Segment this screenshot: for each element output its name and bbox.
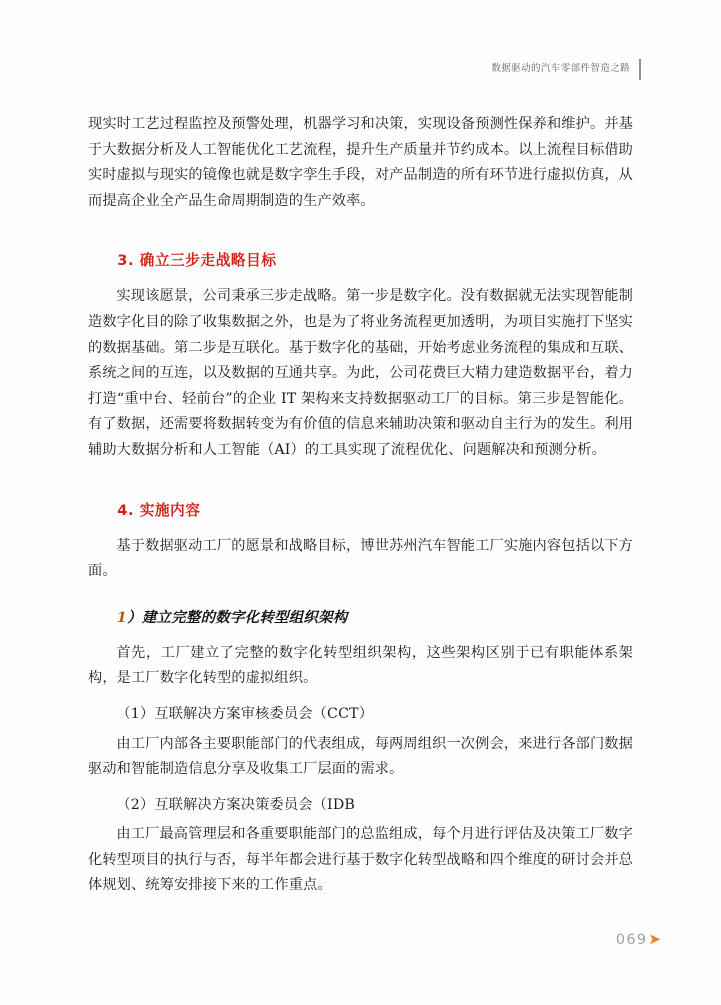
- spacer: [88, 692, 633, 702]
- spacer: [88, 464, 633, 498]
- spacer: [88, 524, 633, 534]
- spacer: [88, 214, 633, 248]
- list-item-2-paragraph: 由工厂最高管理层和各重要职能部门的总监组成，每个月进行评估及决策工厂数字化转型项目的执行与否，每半年都会进行基于数字化转型战略和四个维度的研讨会并总体规划、统筹安排接下来的工作重点。: [88, 826, 633, 894]
- folio-arrow-icon: ➤: [648, 930, 661, 948]
- page-number: 069: [615, 932, 648, 948]
- paragraph-continued: 现实时工艺过程监控及预警处理，机器学习和决策，实现设备预测性保养和维护。并基于大数据分析及人工智能优化工艺流程，提升生产质量并节约成本。以上流程目标借助实时虚拟与现实的镜像也就是数字孪生手段，对产品制造的所有环节进行虚拟仿真，从而提高企业全产品生命周期制造的生产效率。: [88, 116, 633, 209]
- running-header: [491, 60, 641, 78]
- running-header-title: 数据驱动的汽车零部件智造之路: [491, 63, 630, 74]
- sub-heading-1-marker: 1: [116, 608, 128, 626]
- section-heading-4: 4. 实施内容: [117, 501, 201, 519]
- sub-heading-1-label: ）建立完整的数字化转型组织架构: [127, 608, 348, 626]
- sub-heading-1: [88, 605, 633, 631]
- spacer: [88, 631, 633, 641]
- list-item-2-label: （2）互联解决方案决策委员会（IDB: [116, 796, 356, 813]
- spacer: [88, 274, 633, 284]
- header-rule-divider: [639, 59, 641, 80]
- list-item-1-paragraph: 由工厂内部各主要职能部门的代表组成，每两周组织一次例会，来进行各部门数据驱动和智能制造信息分享及收集工厂层面的需求。: [88, 735, 633, 778]
- spacer: [88, 585, 633, 605]
- list-item-1-label: （1）互联解决方案审核委员会（CCT）: [116, 705, 374, 722]
- sub1-paragraph: 首先，工厂建立了完整的数字化转型组织架构，这些架构区别于已有职能体系架构，是工厂数字化转型的虚拟组织。: [88, 644, 633, 687]
- page-folio: [616, 932, 661, 948]
- section3-paragraph: 实现该愿景，公司秉承三步走战略。第一步是数字化。没有数据就无法实现智能制造数字化目的除了收集数据之外，也是为了将业务流程更加透明，为项目实施打下坚实的数据基础。第二步是互联化。基于数字化的基础，开始考虑业务流程的集成和互联、系统之间的互连，以及数据的互通共享。为此，公司花费巨大精力建造数据平台，着力打造“重中台、轻前台”的企业 IT 架构来支持数据驱动工厂的目标。第三步是智能化。有了数据，还需要将数据转变为有价值的信息来辅助决策和驱动自主行为的发生。利用辅助大数据分析和人工智能（AI）的工具实现了流程优化、问题解决和预测分析。: [88, 288, 633, 458]
- page-content: [88, 112, 633, 899]
- spacer: [88, 783, 633, 793]
- section4-intro-paragraph: 基于数据驱动工厂的愿景和战略目标，博世苏州汽车智能工厂实施内容包括以下方面。: [88, 537, 633, 580]
- section-heading-3: 3. 确立三步走战略目标: [117, 252, 277, 270]
